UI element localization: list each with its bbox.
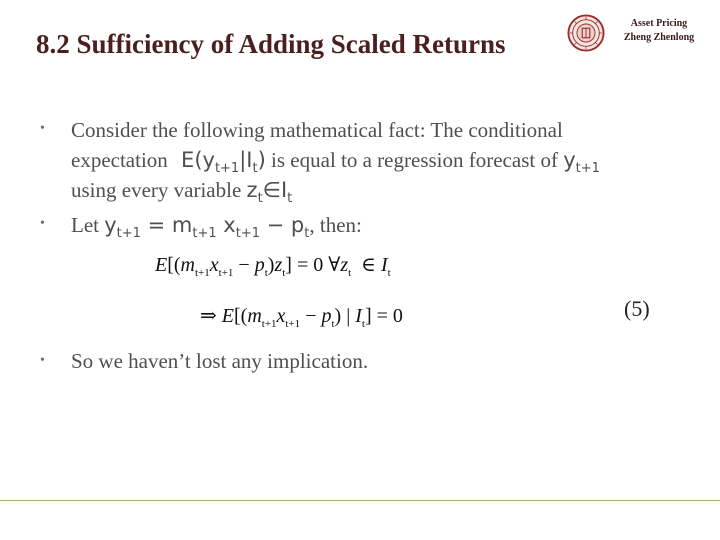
bullet-marker: • xyxy=(40,216,45,231)
course-name: Asset Pricing xyxy=(630,18,688,29)
footer-divider xyxy=(0,500,720,501)
bullet-marker: • xyxy=(40,121,45,136)
bullet-1-line-1: Consider the following mathematical fact: The conditional xyxy=(71,118,563,142)
conditional-expectation-math: $E(y_{t+1}|I_t)$ xyxy=(181,148,266,176)
equation-number: (5) xyxy=(624,296,650,321)
bullet-2-line: Let $y_{t+1} = m_{t+1}$ $x_{t+1} - p_t$, then: xyxy=(71,213,362,241)
slide-title: 8.2 Sufficiency of Adding Scaled Returns xyxy=(36,29,506,59)
bullet-1-line-3: using every variable $z_t\in I_t$ xyxy=(71,178,293,206)
z-in-I-math: $z_t\in I_t$ xyxy=(246,178,293,206)
university-seal-icon xyxy=(567,14,605,52)
equation-2: ⇒ $E[(m_{t+1}x_{t+1} - p_t)$ | $I_t] = 0$ xyxy=(200,305,403,330)
bullet-3-line: So we haven’t lost any implication. xyxy=(71,349,369,373)
let-y-math: $y_{t+1} = m_{t+1}$ $x_{t+1} - p_t$ xyxy=(104,213,310,241)
y-t1-math: $y_{t+1}$ xyxy=(563,148,600,176)
bullet-1-line-2: expectation $E(y_{t+1}|I_t)$ is equal to a regression forecast of $y_{t+1}$ xyxy=(71,148,600,176)
header-meta xyxy=(612,17,706,45)
bullet-marker: • xyxy=(40,353,45,368)
equation-1: $E[(m_{t+1}x_{t+1} - p_t)z_t] = 0$ $\forall z_t$ ∈ $I_t$ xyxy=(155,254,391,279)
author-name: Zheng Zhenlong xyxy=(623,32,695,43)
